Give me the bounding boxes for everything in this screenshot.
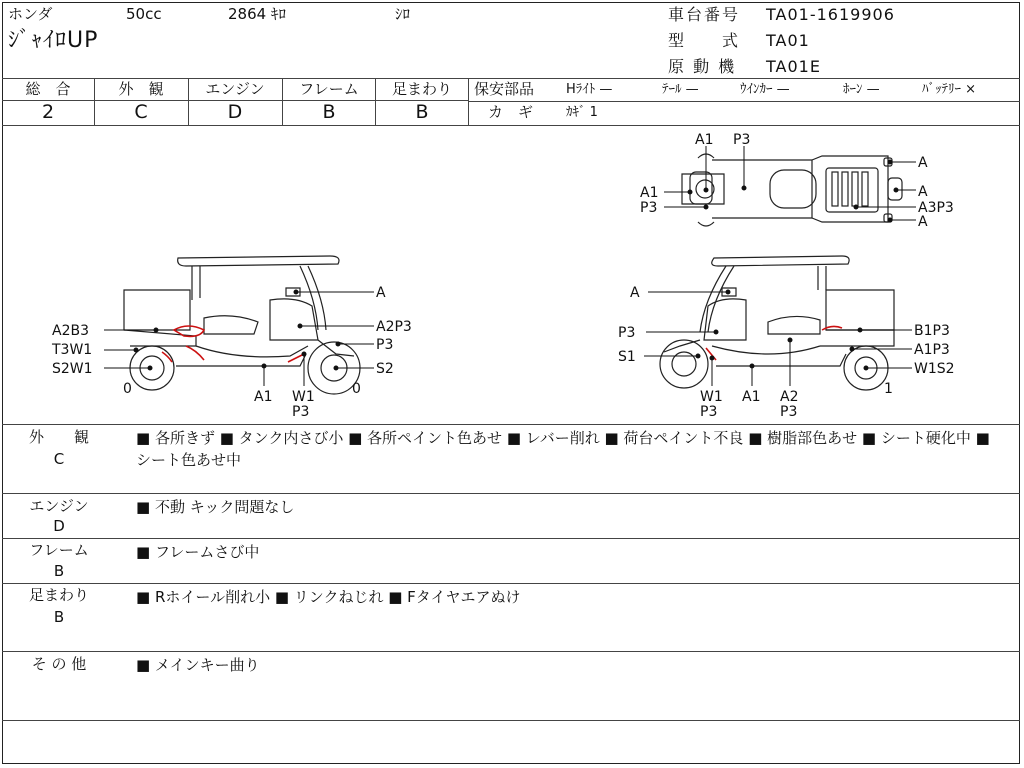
- exterior-grade-value: C: [134, 101, 148, 123]
- overall-grade-label: 総 合: [25, 80, 71, 98]
- divider: [468, 78, 469, 125]
- right-side-view-drawing: [660, 256, 894, 390]
- note-text: ■ 各所きず ■ タンク内さび小 ■ 各所ペイント色あせ ■ レバー削れ ■ 荷台ペイント不良 ■ 樹脂部色あせ ■ シート硬化中 ■ シート色あせ中: [136, 429, 990, 469]
- frame-grade-label: フレーム: [299, 80, 359, 98]
- note-grade: C: [53, 450, 65, 468]
- note-label: エンジン: [29, 497, 89, 515]
- diagram-label: P3: [376, 337, 394, 353]
- diagram-label: A1: [254, 389, 273, 405]
- note-label: フレーム: [29, 541, 89, 559]
- note-text: ■ 不動 キック問題なし: [136, 498, 295, 516]
- diagram-label: A1: [640, 185, 659, 201]
- type-value: TA01: [766, 31, 810, 50]
- note-text: ■ メインキー曲り: [136, 656, 260, 674]
- diagram-label: A: [630, 285, 640, 301]
- diagram-label: A2B3: [52, 323, 89, 339]
- diagram-label: P3: [640, 200, 658, 216]
- engine-model-value: TA01E: [766, 57, 821, 76]
- diagram-label: A: [918, 155, 928, 171]
- damage-diagram: [0, 126, 1024, 424]
- diagram-label: S2: [376, 361, 394, 377]
- diagram-label: P3: [733, 132, 751, 148]
- exterior-grade-label: 外 観: [118, 80, 164, 98]
- diagram-label: 1: [884, 381, 893, 397]
- diagram-label: A3P3: [918, 200, 954, 216]
- suspension-grade-label: 足まわり: [391, 80, 452, 98]
- frame-grade-value: B: [322, 101, 336, 123]
- diagram-label: S1: [618, 349, 636, 365]
- note-grade: B: [53, 562, 65, 580]
- key-count: ｶｷﾞ 1: [566, 105, 598, 120]
- top-view-drawing: [682, 154, 902, 226]
- divider: [2, 78, 1020, 79]
- left-side-view-drawing: [124, 256, 360, 394]
- divider: [2, 538, 1020, 539]
- engine-model-label: 原 動 機: [668, 57, 737, 76]
- key-label: カ ギ: [488, 103, 534, 121]
- diagram-label: A2P3: [376, 319, 412, 335]
- body-color: ｼﾛ: [395, 5, 411, 23]
- diagram-label: B1P3: [914, 323, 950, 339]
- diagram-label: W1S2: [914, 361, 955, 377]
- diagram-label: P3: [618, 325, 636, 341]
- headlight-status: Hﾗｲﾄ —: [566, 82, 613, 97]
- diagram-label: W1: [292, 389, 315, 405]
- note-text: ■ Rホイール削れ小 ■ リンクねじれ ■ Fタイヤエアぬけ: [136, 588, 521, 606]
- divider: [2, 651, 1020, 652]
- model-name: ｼﾞｬｲﾛUP: [8, 28, 99, 53]
- chassis-number-label: 車台番号: [668, 5, 741, 24]
- horn-status: ﾎｰﾝ —: [843, 82, 880, 97]
- battery-status: ﾊﾞｯﾃﾘｰ ×: [922, 82, 977, 97]
- diagram-label: A1: [742, 389, 761, 405]
- note-grade: D: [53, 517, 65, 535]
- diagram-label: A: [918, 184, 928, 200]
- diagram-label: A1: [695, 132, 714, 148]
- suspension-grade-value: B: [415, 101, 429, 123]
- divider: [468, 101, 1020, 102]
- divider: [2, 493, 1020, 494]
- note-label: そ の 他: [31, 655, 87, 673]
- diagram-label: T3W1: [52, 342, 93, 358]
- divider: [2, 583, 1020, 584]
- diagram-label: A2: [780, 389, 799, 405]
- note-label: 足まわり: [28, 586, 89, 604]
- safety-parts-label: 保安部品: [474, 80, 535, 98]
- note-grade: B: [53, 608, 65, 626]
- diagram-label: 0: [352, 381, 361, 397]
- note-label: 外 観: [28, 428, 89, 446]
- chassis-number-value: TA01-1619906: [766, 5, 895, 24]
- diagram-label: A1P3: [914, 342, 950, 358]
- maker-name: ホンダ: [8, 5, 53, 23]
- taillight-status: ﾃｰﾙ —: [662, 82, 699, 97]
- type-label: 型 式: [668, 31, 741, 50]
- divider: [2, 720, 1020, 721]
- diagram-label: P3: [780, 404, 798, 420]
- diagram-label: 0: [123, 381, 132, 397]
- diagram-label: W1: [700, 389, 723, 405]
- winker-status: ｳｲﾝｶｰ —: [740, 82, 790, 97]
- diagram-label: S2W1: [52, 361, 93, 377]
- overall-grade-value: 2: [41, 101, 55, 123]
- diagram-label: P3: [292, 404, 310, 420]
- note-text: ■ フレームさび中: [136, 543, 260, 561]
- divider: [2, 424, 1020, 425]
- engine-grade-value: D: [227, 101, 243, 123]
- diagram-label: A: [376, 285, 386, 301]
- diagram-label: A: [918, 214, 928, 230]
- mileage: 2864 ｷﾛ: [228, 5, 286, 23]
- engine-grade-label: エンジン: [205, 80, 265, 98]
- displacement: 50cc: [126, 5, 162, 23]
- diagram-label: P3: [700, 404, 718, 420]
